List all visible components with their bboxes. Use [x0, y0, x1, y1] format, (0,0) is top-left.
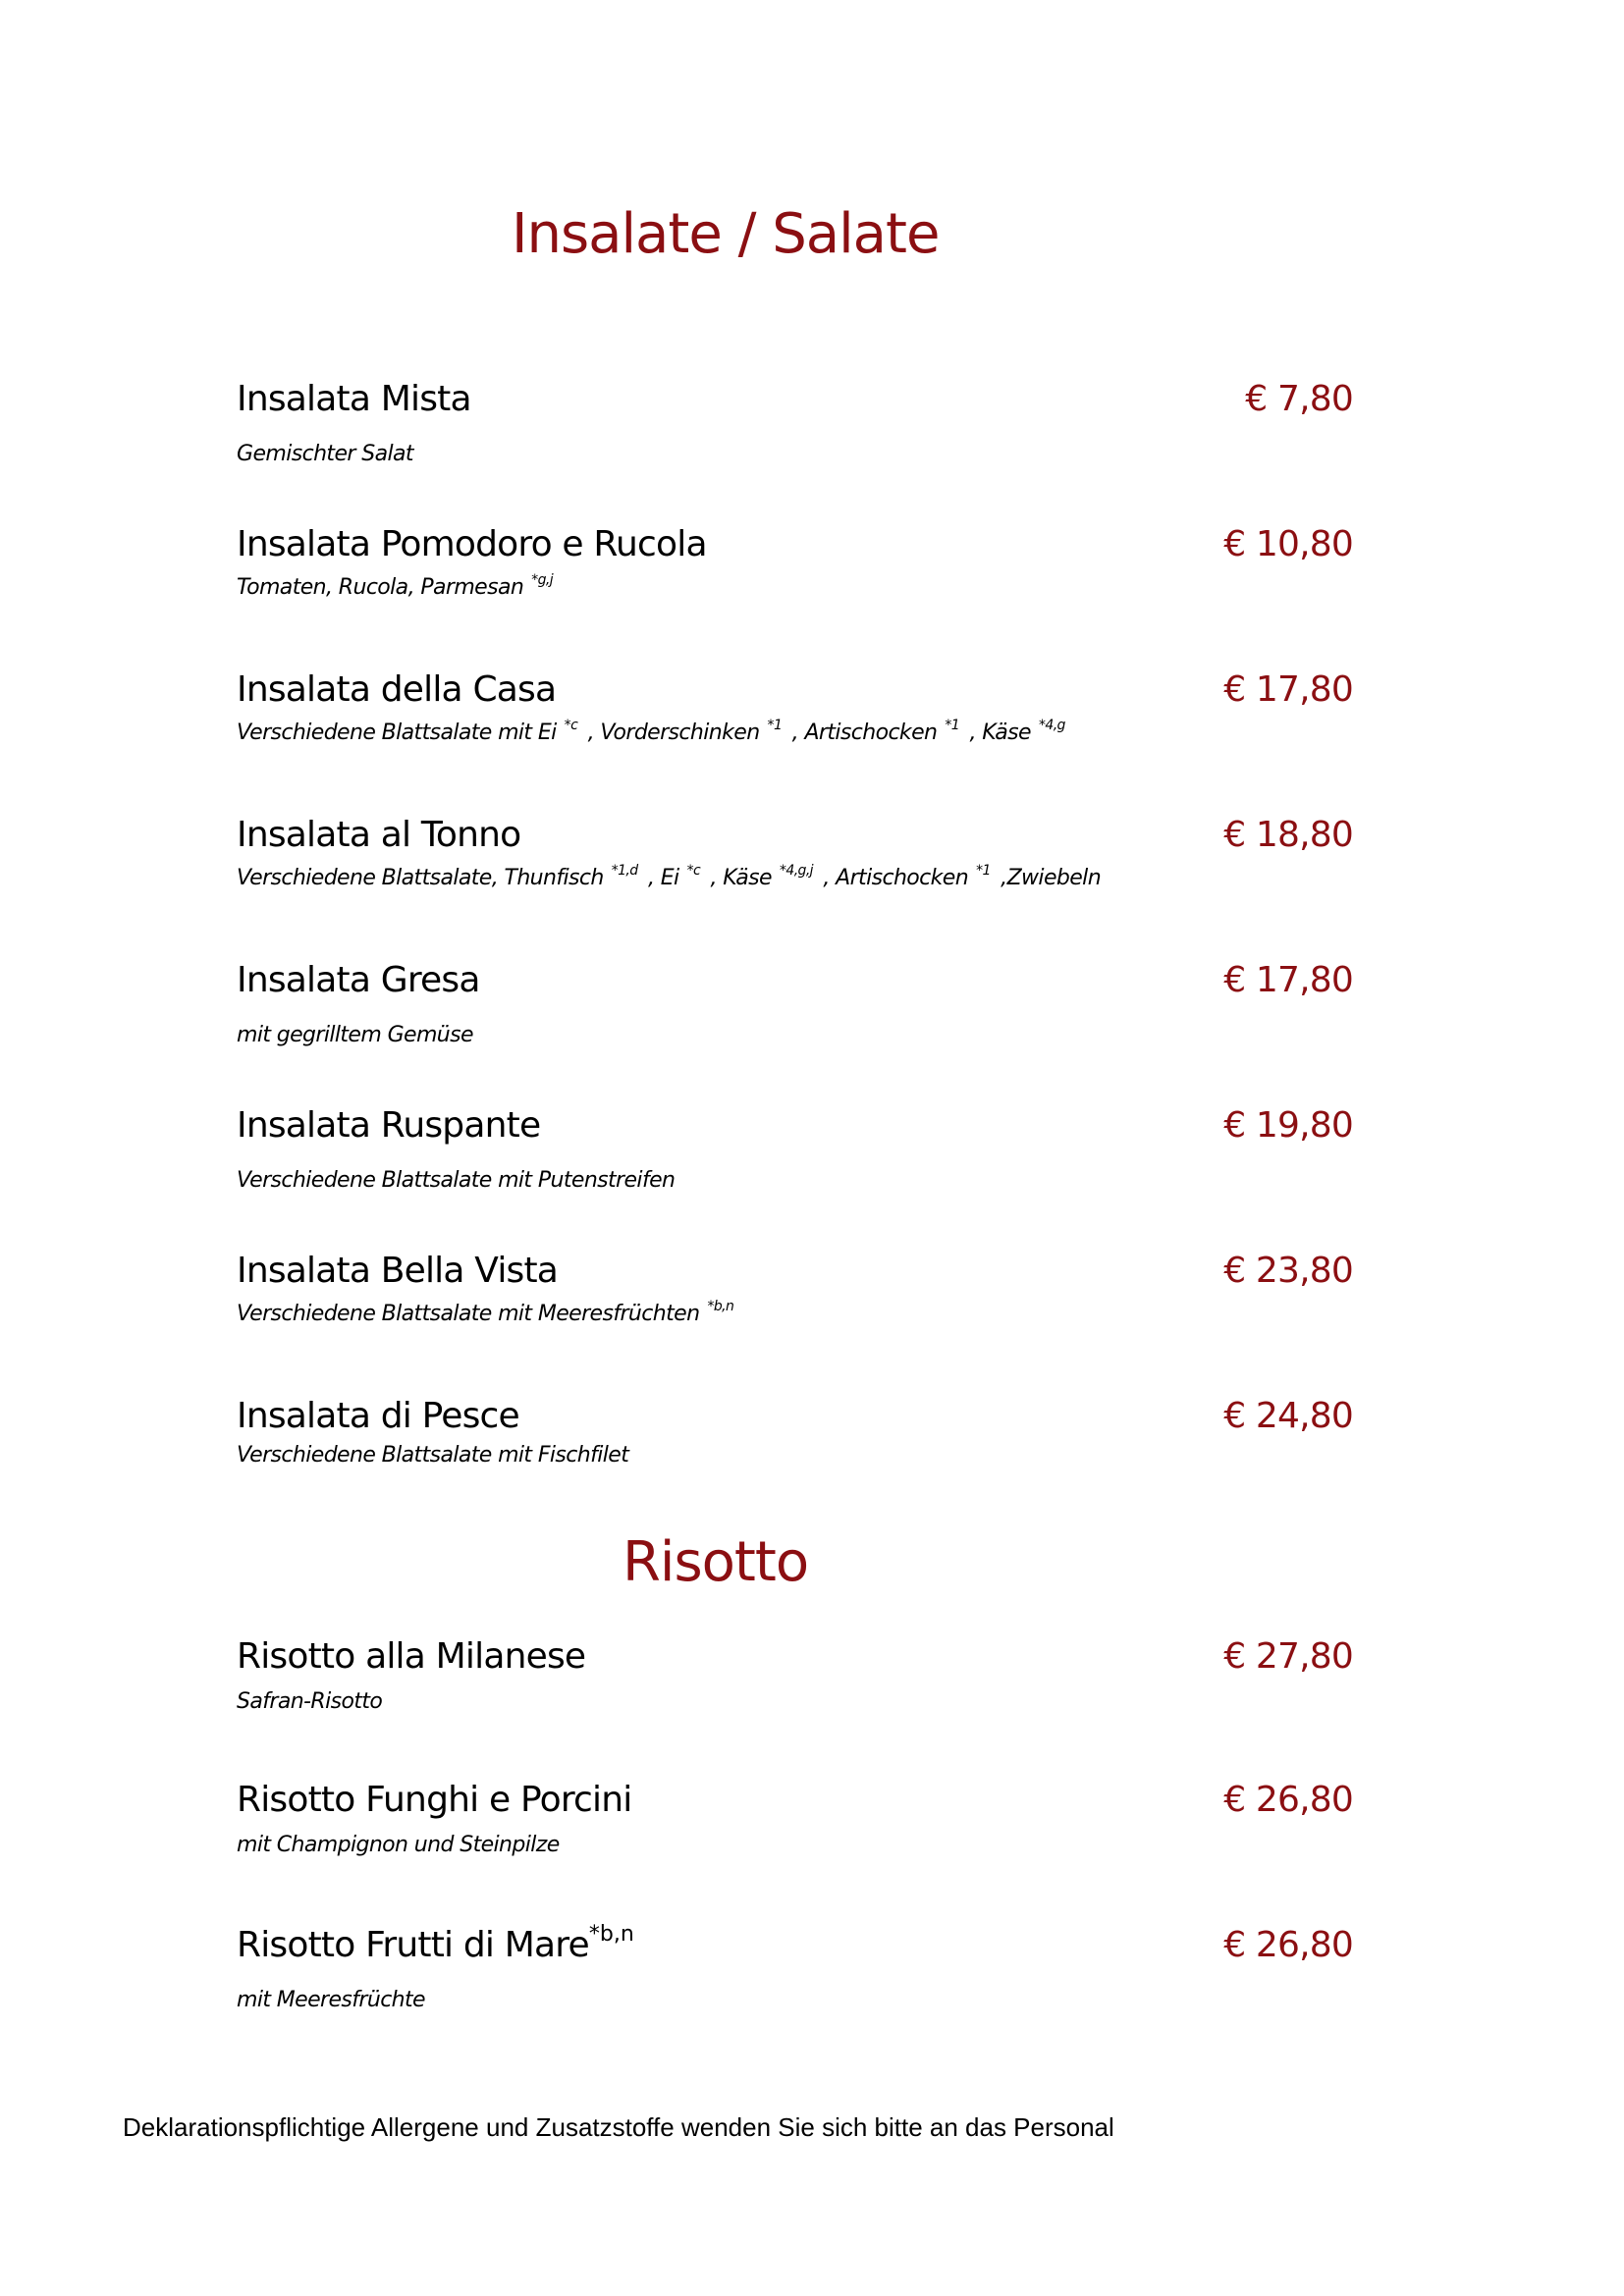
menu-item-price: € 17,80 [1223, 960, 1353, 1000]
menu-item-price: € 26,80 [1223, 1925, 1353, 1965]
menu-item-description [237, 1023, 1353, 1047]
menu-item [237, 524, 1353, 600]
allergen-superscript: *c [686, 863, 701, 879]
menu-item-row [237, 1636, 1353, 1685]
menu-item-name-text: Insalata Gresa [237, 960, 480, 1000]
description-text: , Vorderschinken [581, 721, 760, 745]
menu-item-price: € 10,80 [1223, 524, 1353, 564]
allergen-superscript: *4,g [1038, 718, 1065, 733]
menu-item-row [237, 1105, 1353, 1154]
menu-item-row [237, 1780, 1353, 1829]
menu-item-row [237, 669, 1353, 719]
menu-item-name-text: Risotto Funghi e Porcini [237, 1780, 632, 1820]
description-text: mit Champignon und Steinpilze [237, 1833, 560, 1857]
menu-item-row [237, 1251, 1353, 1300]
menu-item-name-text: Insalata al Tonno [237, 815, 521, 855]
menu-item-name [237, 379, 471, 419]
menu-item-name-text: Insalata di Pesce [237, 1396, 519, 1436]
menu-item-row [237, 379, 1353, 428]
menu-item [237, 815, 1353, 890]
allergen-superscript: *1 [945, 718, 960, 733]
allergen-superscript: *b,n [588, 1922, 634, 1947]
description-text: Verschiedene Blattsalate mit Putenstreifen [237, 1168, 676, 1193]
menu-item-name [237, 1251, 558, 1291]
description-text: Verschiedene Blattsalate, Thunfisch [237, 866, 604, 890]
allergen-superscript: *1,d [611, 863, 638, 879]
description-text: mit gegrilltem Gemüse [237, 1023, 473, 1047]
section-title-salate: Insalate / Salate [512, 202, 940, 266]
menu-item-description [237, 442, 1353, 466]
description-text: Tomaten, Rucola, Parmesan [237, 575, 524, 600]
menu-item-name [237, 1105, 540, 1146]
menu-item-name [237, 1922, 634, 1965]
menu-item-row [237, 815, 1353, 864]
menu-item-price: € 7,80 [1245, 379, 1353, 419]
menu-item-name [237, 669, 556, 710]
menu-item-description [237, 572, 1353, 600]
menu-item [237, 669, 1353, 745]
section-title-risotto: Risotto [623, 1530, 809, 1594]
description-text: Gemischter Salat [237, 442, 413, 466]
menu-item [237, 1105, 1353, 1193]
menu-item [237, 1636, 1353, 1714]
menu-item-price: € 27,80 [1223, 1636, 1353, 1677]
menu-item-price: € 19,80 [1223, 1105, 1353, 1146]
menu-item-description [237, 1689, 1353, 1714]
menu-item-name-text: Insalata Bella Vista [237, 1251, 559, 1291]
menu-item-name [237, 1396, 519, 1436]
menu-item-name [237, 815, 520, 855]
allergen-superscript: *g,j [531, 572, 554, 588]
menu-item-price: € 23,80 [1223, 1251, 1353, 1291]
menu-item-description [237, 863, 1353, 890]
menu-item [237, 1251, 1353, 1326]
allergen-footer-note: Deklarationspflichtige Allergene und Zusatzstoffe wenden Sie sich bitte an das Personal [123, 2112, 1114, 2142]
menu-item [237, 1396, 1353, 1468]
menu-item-name-text: Risotto Frutti di Mare [237, 1925, 589, 1965]
menu-item-name-text: Insalata della Casa [237, 669, 557, 710]
allergen-superscript: *c [564, 718, 578, 733]
menu-item [237, 1922, 1353, 2012]
description-text: ,Zwiebeln [994, 866, 1102, 890]
menu-item-name [237, 960, 480, 1000]
menu-item-name [237, 1636, 585, 1677]
allergen-superscript: *1 [767, 718, 783, 733]
menu-item-row [237, 1922, 1353, 1974]
menu-item [237, 960, 1353, 1047]
menu-item [237, 379, 1353, 466]
menu-item-price: € 26,80 [1223, 1780, 1353, 1820]
description-text: , Ei [641, 866, 679, 890]
menu-item-price: € 17,80 [1223, 669, 1353, 710]
description-text: Safran-Risotto [237, 1689, 383, 1714]
menu-item-name-text: Insalata Mista [237, 379, 471, 419]
menu-item-name-text: Insalata Ruspante [237, 1105, 541, 1146]
menu-item-description [237, 1988, 1353, 2012]
menu-item-name [237, 524, 707, 564]
menu-item-description [237, 718, 1353, 745]
description-text: , Käse [704, 866, 772, 890]
description-text: , Käse [963, 721, 1031, 745]
description-text: , Artischocken [816, 866, 969, 890]
menu-item [237, 1780, 1353, 1857]
description-text: Verschiedene Blattsalate mit Meeresfrüchten [237, 1302, 700, 1326]
description-text: mit Meeresfrüchte [237, 1988, 425, 2012]
allergen-superscript: *b,n [707, 1299, 734, 1314]
menu-item-description [237, 1833, 1353, 1857]
menu-item-price: € 24,80 [1223, 1396, 1353, 1436]
menu-item-row [237, 1396, 1353, 1445]
description-text: Verschiedene Blattsalate mit Fischfilet [237, 1443, 629, 1468]
menu-item-name-text: Insalata Pomodoro e Rucola [237, 524, 707, 564]
menu-item-description [237, 1443, 1353, 1468]
menu-item-row [237, 960, 1353, 1009]
allergen-superscript: *4,g,j [779, 863, 813, 879]
menu-item-price: € 18,80 [1223, 815, 1353, 855]
menu-item-description [237, 1168, 1353, 1193]
menu-item-name-text: Risotto alla Milanese [237, 1636, 586, 1677]
description-text: , Artischocken [785, 721, 938, 745]
menu-item-row [237, 524, 1353, 573]
description-text: Verschiedene Blattsalate mit Ei [237, 721, 557, 745]
menu-item-description [237, 1299, 1353, 1326]
menu-item-name [237, 1780, 631, 1820]
allergen-superscript: *1 [976, 863, 991, 879]
